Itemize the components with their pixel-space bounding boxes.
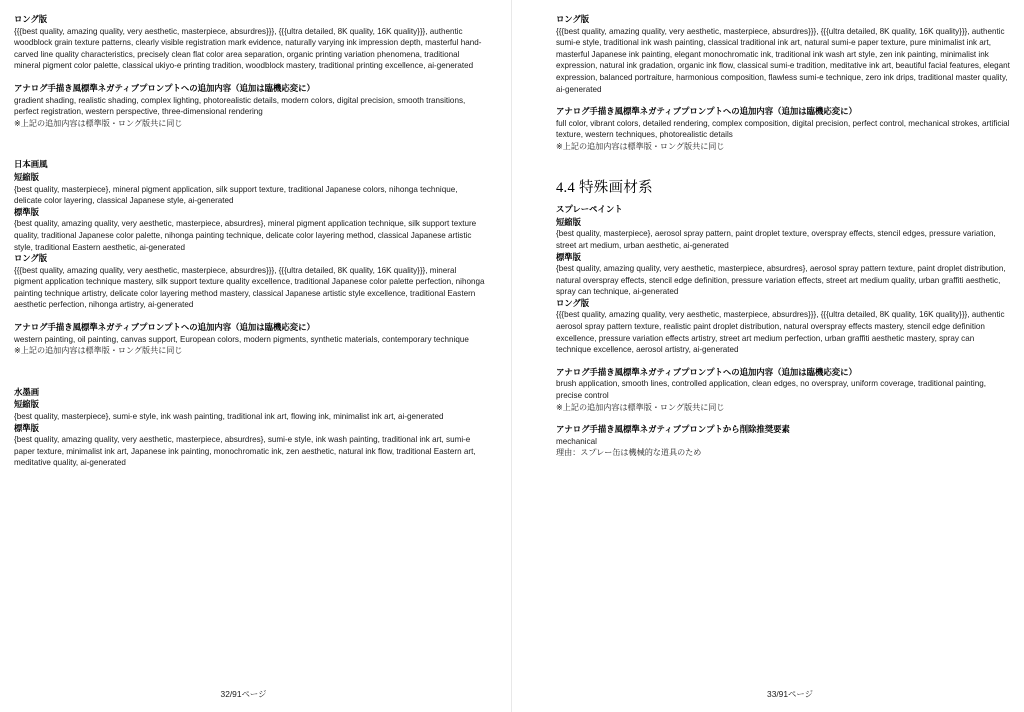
addition-note: ※上記の追加内容は標準版・ロング版共に同じ bbox=[14, 118, 183, 128]
variant-prompt-text: {{{best quality, amazing quality, very aesthetic, masterpiece, absurdres}}}, {{{ultra detailed, 8K quality, 16K quality}}}, authentic sumi-e style, traditional ink wash painting, classical traditional ink art, natural sumi-e paper texture, pure minimalist ink art, masterful Japanese ink painting, elegant monochromatic ink, traditional ink wash art style, zen ink painting, minimalist ink expression, natural ink gradation, organic ink flow, classical sumi-e tradition, meditative ink art, beautiful facial features, elegant expression, balanced portraiture, harmonious composition, flawless sumi-e technique, zero ink drips, traditional master quality, ai-generated bbox=[556, 26, 1010, 94]
addition-block-sumie bbox=[556, 106, 1010, 152]
addition-label: アナログ手描き風標準ネガティブプロンプトへの追加内容（追加は臨機応変に） bbox=[14, 322, 315, 333]
variant-label: 短縮版 bbox=[556, 216, 581, 227]
spacer bbox=[14, 357, 485, 387]
addition-note: ※上記の追加内容は標準版・ロング版共に同じ bbox=[14, 346, 183, 356]
style-label: スプレーペイント bbox=[556, 204, 623, 215]
addition-label: アナログ手描き風標準ネガティブプロンプトへの追加内容（追加は臨機応変に） bbox=[14, 82, 315, 93]
variant-prompt-text: {{{best quality, amazing quality, very aesthetic, masterpiece, absurdres}}}, {{{ultra detailed, 8K quality, 16K quality}}}, authentic woodblock grain texture patterns, clearly visible registration mark evidence, naturally varying ink impression depth, masterful hand-carved line quality characteristics, precisely clean flat color area separation, organic printing variation phenomena, traditional mineral pigment color palette, classical ukiyo-e printing tradition, woodblock mastery, traditional printing excellence, ai-generated bbox=[14, 26, 482, 71]
variant-label: ロング版 bbox=[14, 253, 48, 264]
removal-reason: 理由：スプレー缶は機械的な道具のため bbox=[556, 448, 702, 458]
page-right bbox=[512, 0, 1024, 712]
addition-prompt-text: gradient shading, realistic shading, complex lighting, photorealistic details, modern colors, digital precision, smooth transitions, perfect registration, western perspective, three-dimensional rendering bbox=[14, 95, 466, 117]
variant-label: 標準版 bbox=[14, 206, 39, 217]
variant-label: ロング版 bbox=[556, 297, 590, 308]
spacer bbox=[556, 356, 1010, 367]
style-label: 水墨画 bbox=[14, 386, 40, 397]
style-section-suibokuga bbox=[14, 387, 485, 469]
variant-prompt-text: {best quality, masterpiece}, sumi-e style, ink wash painting, traditional ink art, flowing ink, minimalist ink art, ai-generated bbox=[14, 412, 444, 422]
variant-label: 短縮版 bbox=[14, 171, 39, 182]
addition-prompt-text: brush application, smooth lines, controlled application, clean edges, no overspray, uniform coverage, traditional painting, precise control bbox=[556, 379, 986, 401]
spacer bbox=[556, 153, 1010, 183]
variant-prompt-text: {best quality, amazing quality, very aesthetic, masterpiece, absurdres}, sumi-e style, ink wash painting, traditional ink art, sumi-e paper texture, minimalist ink art, Japanese ink painting, monochromatic ink, zen aesthetic, natural ink flow, traditional Eastern art, meditative quality, ai-generated bbox=[14, 435, 476, 468]
removal-prompt-text: mechanical bbox=[556, 436, 597, 446]
variant-label: 標準版 bbox=[14, 422, 39, 433]
variant-prompt-text: {best quality, masterpiece}, aerosol spray pattern, paint droplet texture, overspray effects, stencil edges, pressure variation, street art medium, urban aesthetic, ai-generated bbox=[556, 229, 996, 250]
spacer bbox=[556, 95, 1010, 106]
addition-block-ukiyoe bbox=[14, 83, 485, 129]
variant-label: 標準版 bbox=[556, 251, 581, 262]
addition-prompt-text: full color, vibrant colors, detailed rendering, complex composition, digital precision, perfect control, mechanical strokes, artificial texture, western techniques, photorealistic details bbox=[556, 118, 1010, 140]
spacer bbox=[14, 129, 485, 159]
chapter-heading-4-4: 4.4 特殊画材系 bbox=[556, 179, 653, 196]
spacer bbox=[556, 413, 1010, 424]
variant-block-long-ukiyoe bbox=[14, 14, 485, 72]
variant-label: 短縮版 bbox=[14, 399, 39, 410]
page-number-right: 33/91ページ bbox=[767, 689, 813, 699]
addition-note: ※上記の追加内容は標準版・ロング版共に同じ bbox=[556, 402, 725, 412]
variant-prompt-text: {best quality, amazing quality, very aesthetic, masterpiece, absurdres}, aerosol spray pattern texture, paint droplet distribution, natural overspray effects, stencil edge definition, pressure variation effects, street art medium quality, urban graffiti aesthetic, spray can technique, ai-generated bbox=[556, 264, 1006, 297]
variant-label: ロング版 bbox=[556, 14, 590, 24]
style-label: 日本画風 bbox=[14, 159, 48, 170]
addition-prompt-text: western painting, oil painting, canvas support, European colors, modern pigments, synthetic materials, contemporary technique bbox=[14, 334, 469, 344]
spacer bbox=[14, 72, 485, 83]
variant-label: ロング版 bbox=[14, 14, 48, 24]
page-right-body bbox=[556, 14, 1010, 459]
variant-prompt-text: {{{best quality, amazing quality, very aesthetic, masterpiece, absurdres}}}, {{{ultra detailed, 8K quality, 16K quality}}}, mineral pigment application technique mastery, silk support texture quality excellence, traditional Japanese color palette perfection, nihonga painting technique artistry, delicate color layering method mastery, classical Japanese artistic style excellence, traditional Eastern aesthetic perfection, nihonga artistry, ai-generated bbox=[14, 265, 485, 310]
variant-prompt-text: {best quality, amazing quality, very aesthetic, masterpiece, absurdres}, mineral pigment application technique, silk support texture quality, traditional Japanese color palette, nihonga painting technique, delicate color layering method, classical Japanese artistic style, traditional Eastern aesthetic, ai-generated bbox=[14, 219, 477, 252]
addition-note: ※上記の追加内容は標準版・ロング版共に同じ bbox=[556, 141, 725, 151]
style-section-nihonga bbox=[14, 159, 485, 357]
page-left-body bbox=[14, 14, 485, 469]
removal-label: アナログ手描き風標準ネガティブプロンプトから削除推奨要素 bbox=[556, 424, 790, 435]
spacer bbox=[14, 311, 485, 322]
variant-prompt-text: {best quality, masterpiece}, mineral pigment application, silk support texture, traditional Japanese colors, nihonga technique, delicate color layering, classical Japanese style, ai-generated bbox=[14, 184, 458, 206]
addition-label: アナログ手描き風標準ネガティブプロンプトへの追加内容（追加は臨機応変に） bbox=[556, 366, 857, 377]
page-number-left: 32/91ページ bbox=[220, 689, 267, 699]
style-section-spray-paint bbox=[556, 204, 1010, 459]
variant-prompt-text: {{{best quality, amazing quality, very aesthetic, masterpiece, absurdres}}}, {{{ultra detailed, 8K quality, 16K quality}}}, authentic aerosol spray pattern texture, realistic paint droplet distribution, natural overspray effects mastery, stencil edge definition excellence, pressure variation effects artistry, street art medium perfection, urban graffiti aesthetic mastery, spray can technique excellence, aerosol artistry, ai-generated bbox=[556, 310, 1005, 355]
variant-block-long-sumie bbox=[556, 14, 1010, 95]
addition-label: アナログ手描き風標準ネガティブプロンプトへの追加内容（追加は臨機応変に） bbox=[556, 106, 857, 117]
